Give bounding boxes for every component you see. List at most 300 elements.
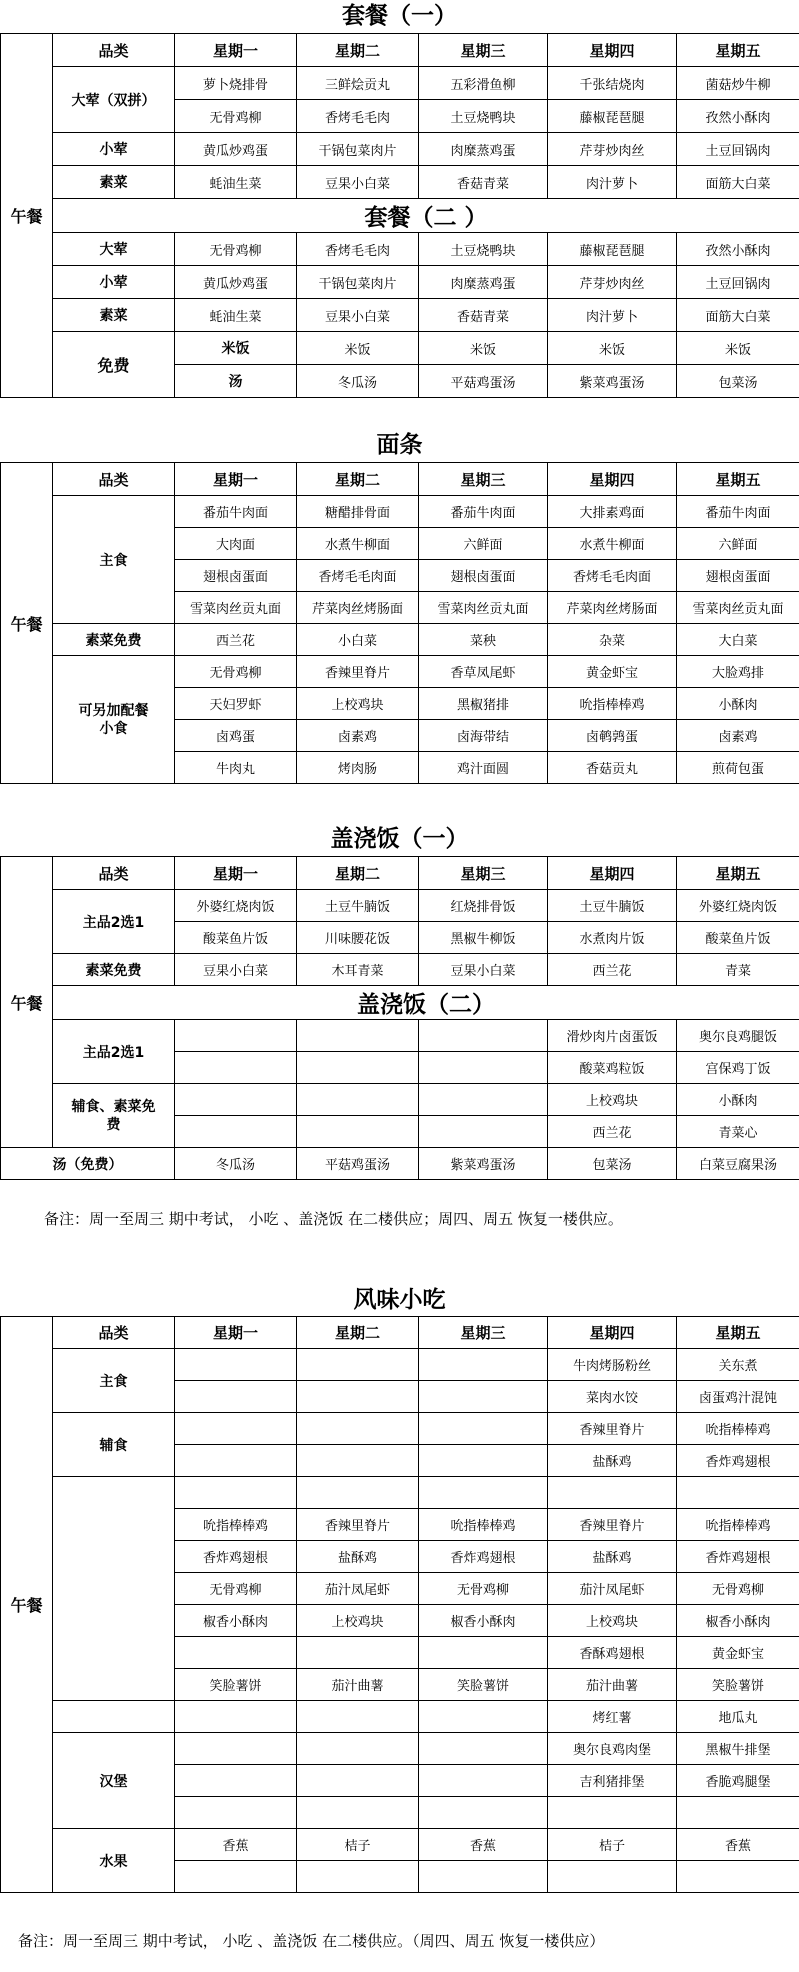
day-header: 星期二	[297, 857, 419, 890]
menu-cell: 酸菜鱼片饭	[677, 922, 799, 954]
day-header: 星期三	[419, 857, 548, 890]
menu-cell: 香辣里脊片	[548, 1509, 677, 1541]
day-header: 星期二	[297, 1317, 419, 1349]
menu-cell: 吮指棒棒鸡	[677, 1413, 799, 1445]
menu-cell: 干锅包菜肉片	[297, 133, 419, 166]
menu-cell: 香菇青菜	[419, 299, 548, 332]
category-label: 米饭	[175, 332, 297, 365]
table-row	[1, 1733, 799, 1765]
menu-cell: 香脆鸡腿堡	[677, 1765, 799, 1797]
menu-cell: 小酥肉	[677, 1084, 799, 1116]
menu-cell: 肉糜蒸鸡蛋	[419, 266, 548, 299]
menu-cell: 糖醋排骨面	[297, 496, 419, 528]
menu-cell	[297, 1116, 419, 1148]
table-row	[1, 1701, 799, 1733]
day-header: 星期四	[548, 34, 677, 67]
menu-cell: 蚝油生菜	[175, 166, 297, 199]
menu-cell: 奥尔良鸡腿饭	[677, 1020, 799, 1052]
category-label: 主品2选1	[53, 1020, 175, 1084]
snack-note: 备注：周一至周三 期中考试， 小吃 、盖浇饭 在二楼供应。（周四、周五 恢复一楼供应）	[18, 1932, 605, 1950]
table-row	[1, 1148, 799, 1180]
menu-cell: 米饭	[677, 332, 799, 365]
day-header: 星期五	[677, 34, 799, 67]
day-header: 星期四	[548, 463, 677, 496]
menu-cell: 六鲜面	[677, 528, 799, 560]
menu-cell	[677, 1477, 799, 1509]
menu-cell: 天妇罗虾	[175, 688, 297, 720]
menu-cell: 盐酥鸡	[297, 1541, 419, 1573]
menu-cell	[175, 1381, 297, 1413]
section-title-row	[1, 986, 799, 1020]
menu-cell: 紫菜鸡蛋汤	[419, 1148, 548, 1180]
menu-cell: 土豆回锅肉	[677, 133, 799, 166]
menu-cell: 番茄牛肉面	[677, 496, 799, 528]
menu-cell	[297, 1020, 419, 1052]
menu-cell	[297, 1765, 419, 1797]
menu-cell: 香菇贡丸	[548, 752, 677, 784]
menu-cell: 菌菇炒牛柳	[677, 67, 799, 100]
menu-cell: 翅根卤蛋面	[677, 560, 799, 592]
menu-cell: 芹芽炒肉丝	[548, 133, 677, 166]
menu-cell: 卤鸡蛋	[175, 720, 297, 752]
day-header: 星期三	[419, 34, 548, 67]
menu-cell: 煎荷包蛋	[677, 752, 799, 784]
menu-cell: 孜然小酥肉	[677, 100, 799, 133]
menu-cell: 奥尔良鸡肉堡	[548, 1733, 677, 1765]
menu-cell	[297, 1797, 419, 1829]
table-row	[1, 1413, 799, 1445]
menu-cell: 无骨鸡柳	[677, 1573, 799, 1605]
menu-cell: 土豆牛腩饭	[548, 890, 677, 922]
menu-cell: 盐酥鸡	[548, 1445, 677, 1477]
rice-bowl-2-title: 盖浇饭（二）	[53, 986, 799, 1020]
rice-bowl-1-title: 盖浇饭（一）	[330, 826, 469, 852]
menu-cell: 豆果小白菜	[297, 299, 419, 332]
day-header: 星期五	[677, 857, 799, 890]
menu-cell	[175, 1020, 297, 1052]
menu-cell	[419, 1861, 548, 1893]
noodle-table	[0, 462, 799, 784]
rice-bowl-note: 备注：周一至周三 期中考试， 小吃 、盖浇饭 在二楼供应；周四、周五 恢复一楼供应。	[44, 1210, 623, 1228]
menu-cell: 吮指棒棒鸡	[175, 1509, 297, 1541]
menu-cell: 黄瓜炒鸡蛋	[175, 133, 297, 166]
menu-cell: 木耳青菜	[297, 954, 419, 986]
menu-cell	[175, 1797, 297, 1829]
menu-cell: 紫菜鸡蛋汤	[548, 365, 677, 398]
menu-cell: 雪菜肉丝贡丸面	[677, 592, 799, 624]
menu-cell: 菜肉水饺	[548, 1381, 677, 1413]
category-label: 辅食、素菜免费	[53, 1084, 175, 1148]
day-header: 星期一	[175, 857, 297, 890]
meal-label: 午餐	[1, 463, 53, 784]
menu-cell	[297, 1637, 419, 1669]
day-header: 星期二	[297, 463, 419, 496]
menu-cell	[297, 1701, 419, 1733]
menu-cell: 香烤毛毛肉	[297, 233, 419, 266]
menu-cell: 香炸鸡翅根	[677, 1445, 799, 1477]
menu-cell: 椒香小酥肉	[419, 1605, 548, 1637]
noodle-title: 面条	[376, 432, 423, 458]
menu-cell	[548, 1861, 677, 1893]
menu-cell	[175, 1052, 297, 1084]
category-label: 小荤	[53, 266, 175, 299]
menu-cell: 牛肉丸	[175, 752, 297, 784]
menu-cell: 茄汁曲薯	[548, 1669, 677, 1701]
table-row	[1, 1084, 799, 1116]
menu-cell: 红烧排骨饭	[419, 890, 548, 922]
day-header: 星期一	[175, 1317, 297, 1349]
menu-cell	[419, 1477, 548, 1509]
table-row	[1, 266, 799, 299]
menu-cell	[175, 1084, 297, 1116]
table-row	[1, 133, 799, 166]
menu-cell	[297, 1445, 419, 1477]
menu-cell: 平菇鸡蛋汤	[419, 365, 548, 398]
day-header: 星期四	[548, 857, 677, 890]
menu-cell: 番茄牛肉面	[175, 496, 297, 528]
menu-cell: 肉汁萝卜	[548, 299, 677, 332]
menu-cell: 肉汁萝卜	[548, 166, 677, 199]
menu-cell	[175, 1637, 297, 1669]
menu-cell: 番茄牛肉面	[419, 496, 548, 528]
menu-cell: 孜然小酥肉	[677, 233, 799, 266]
menu-cell: 豆果小白菜	[297, 166, 419, 199]
menu-cell	[548, 1797, 677, 1829]
menu-cell	[419, 1349, 548, 1381]
menu-cell: 西兰花	[175, 624, 297, 656]
menu-cell: 川味腰花饭	[297, 922, 419, 954]
menu-cell: 香炸鸡翅根	[677, 1541, 799, 1573]
menu-cell	[677, 1861, 799, 1893]
menu-cell: 冬瓜汤	[297, 365, 419, 398]
menu-cell: 藤椒琵琶腿	[548, 233, 677, 266]
category-label: 素菜	[53, 166, 175, 199]
menu-cell	[297, 1084, 419, 1116]
menu-cell: 蚝油生菜	[175, 299, 297, 332]
menu-cell	[419, 1381, 548, 1413]
category-label: 可另加配餐小食	[53, 656, 175, 784]
menu-cell: 黑椒猪排	[419, 688, 548, 720]
category-label: 主品2选1	[53, 890, 175, 954]
menu-cell: 香烤毛毛肉面	[297, 560, 419, 592]
menu-cell: 平菇鸡蛋汤	[297, 1148, 419, 1180]
table-row	[1, 1829, 799, 1861]
menu-cell: 鸡汁面圆	[419, 752, 548, 784]
menu-cell: 米饭	[297, 332, 419, 365]
table-row	[1, 1020, 799, 1052]
menu-cell: 大排素鸡面	[548, 496, 677, 528]
menu-cell: 小白菜	[297, 624, 419, 656]
day-header: 星期三	[419, 1317, 548, 1349]
table-row	[1, 656, 799, 688]
menu-cell: 香酥鸡翅根	[548, 1637, 677, 1669]
menu-cell: 青菜心	[677, 1116, 799, 1148]
menu-cell: 土豆回锅肉	[677, 266, 799, 299]
menu-cell	[419, 1701, 548, 1733]
menu-cell: 香烤毛毛肉面	[548, 560, 677, 592]
menu-cell	[297, 1733, 419, 1765]
menu-cell: 面筋大白菜	[677, 299, 799, 332]
category-label	[53, 1477, 175, 1701]
table-row	[1, 1477, 799, 1509]
menu-cell: 豆果小白菜	[419, 954, 548, 986]
meal-label: 午餐	[1, 34, 53, 398]
menu-cell: 笑脸薯饼	[419, 1669, 548, 1701]
category-label: 素菜免费	[53, 624, 175, 656]
menu-cell: 烤肉肠	[297, 752, 419, 784]
menu-cell: 大脸鸡排	[677, 656, 799, 688]
menu-cell: 地瓜丸	[677, 1701, 799, 1733]
menu-cell: 香辣里脊片	[297, 1509, 419, 1541]
category-label: 主食	[53, 496, 175, 624]
menu-cell: 黄瓜炒鸡蛋	[175, 266, 297, 299]
menu-cell: 卤素鸡	[677, 720, 799, 752]
menu-cell: 翅根卤蛋面	[175, 560, 297, 592]
menu-cell: 无骨鸡柳	[419, 1573, 548, 1605]
menu-cell: 水煮肉片饭	[548, 922, 677, 954]
header-row	[1, 857, 799, 890]
table-row	[1, 496, 799, 528]
menu-cell: 上校鸡块	[548, 1605, 677, 1637]
table-row	[1, 954, 799, 986]
menu-cell: 香烤毛毛肉	[297, 100, 419, 133]
menu-cell: 香草凤尾虾	[419, 656, 548, 688]
menu-cell: 包菜汤	[677, 365, 799, 398]
menu-cell: 黑椒牛排堡	[677, 1733, 799, 1765]
set-meal-table	[0, 33, 799, 398]
menu-cell: 关东煮	[677, 1349, 799, 1381]
menu-cell	[297, 1477, 419, 1509]
menu-cell: 椒香小酥肉	[677, 1605, 799, 1637]
menu-cell: 大肉面	[175, 528, 297, 560]
menu-cell	[297, 1349, 419, 1381]
menu-cell: 无骨鸡柳	[175, 100, 297, 133]
menu-cell: 宫保鸡丁饭	[677, 1052, 799, 1084]
header-row	[1, 463, 799, 496]
menu-cell: 干锅包菜肉片	[297, 266, 419, 299]
menu-cell: 豆果小白菜	[175, 954, 297, 986]
menu-cell: 雪菜肉丝贡丸面	[419, 592, 548, 624]
category-label	[53, 1701, 175, 1733]
menu-cell: 黑椒牛柳饭	[419, 922, 548, 954]
table-row	[1, 1349, 799, 1381]
menu-cell: 卤素鸡	[297, 720, 419, 752]
table-row	[1, 166, 799, 199]
category-header: 品类	[53, 857, 175, 890]
menu-cell	[175, 1765, 297, 1797]
menu-cell: 茄汁凤尾虾	[548, 1573, 677, 1605]
header-row	[1, 34, 799, 67]
menu-cell: 黄金虾宝	[677, 1637, 799, 1669]
table-row	[1, 299, 799, 332]
menu-cell: 牛肉烤肠粉丝	[548, 1349, 677, 1381]
day-header: 星期一	[175, 34, 297, 67]
menu-cell: 三鲜烩贡丸	[297, 67, 419, 100]
day-header: 星期五	[677, 463, 799, 496]
day-header: 星期三	[419, 463, 548, 496]
menu-cell: 外婆红烧肉饭	[175, 890, 297, 922]
table-row	[1, 624, 799, 656]
menu-cell: 青菜	[677, 954, 799, 986]
menu-cell: 香蕉	[419, 1829, 548, 1861]
menu-cell: 香炸鸡翅根	[175, 1541, 297, 1573]
table-row	[1, 332, 799, 365]
menu-cell	[419, 1637, 548, 1669]
menu-cell: 滑炒肉片卤蛋饭	[548, 1020, 677, 1052]
menu-cell: 冬瓜汤	[175, 1148, 297, 1180]
menu-cell	[419, 1020, 548, 1052]
menu-cell: 酸菜鱼片饭	[175, 922, 297, 954]
menu-cell: 吮指棒棒鸡	[548, 688, 677, 720]
menu-cell	[175, 1701, 297, 1733]
menu-cell: 卤海带结	[419, 720, 548, 752]
menu-cell: 上校鸡块	[297, 688, 419, 720]
menu-cell	[175, 1445, 297, 1477]
menu-cell	[419, 1084, 548, 1116]
menu-cell: 六鲜面	[419, 528, 548, 560]
menu-cell: 面筋大白菜	[677, 166, 799, 199]
menu-cell: 白菜豆腐果汤	[677, 1148, 799, 1180]
table-row	[1, 233, 799, 266]
category-label: 汤（免费）	[1, 1148, 175, 1180]
menu-cell: 香蕉	[175, 1829, 297, 1861]
menu-cell: 香蕉	[677, 1829, 799, 1861]
menu-cell	[419, 1445, 548, 1477]
category-label: 素菜免费	[53, 954, 175, 986]
menu-cell	[297, 1413, 419, 1445]
menu-cell: 香辣里脊片	[548, 1413, 677, 1445]
menu-cell: 烤红薯	[548, 1701, 677, 1733]
menu-cell: 西兰花	[548, 1116, 677, 1148]
menu-cell	[297, 1381, 419, 1413]
menu-cell: 土豆烧鸭块	[419, 233, 548, 266]
menu-cell: 米饭	[419, 332, 548, 365]
menu-cell: 香辣里脊片	[297, 656, 419, 688]
menu-cell: 外婆红烧肉饭	[677, 890, 799, 922]
menu-cell: 菜秧	[419, 624, 548, 656]
category-header: 品类	[53, 463, 175, 496]
menu-cell	[175, 1733, 297, 1765]
menu-cell	[419, 1052, 548, 1084]
category-label: 主食	[53, 1349, 175, 1413]
menu-cell: 包菜汤	[548, 1148, 677, 1180]
menu-cell: 黄金虾宝	[548, 656, 677, 688]
category-header: 品类	[53, 1317, 175, 1349]
menu-cell: 千张结烧肉	[548, 67, 677, 100]
menu-cell: 米饭	[548, 332, 677, 365]
menu-cell: 大白菜	[677, 624, 799, 656]
table-row	[1, 890, 799, 922]
menu-cell: 雪菜肉丝贡丸面	[175, 592, 297, 624]
header-row	[1, 1317, 799, 1349]
menu-cell	[419, 1413, 548, 1445]
menu-cell: 卤鹌鹑蛋	[548, 720, 677, 752]
category-label: 大荤（双拼）	[53, 67, 175, 133]
day-header: 星期五	[677, 1317, 799, 1349]
rice-bowl-table	[0, 856, 799, 1180]
category-label: 水果	[53, 1829, 175, 1893]
menu-cell: 桔子	[297, 1829, 419, 1861]
menu-cell: 笑脸薯饼	[677, 1669, 799, 1701]
menu-cell: 西兰花	[548, 954, 677, 986]
menu-cell: 藤椒琵琶腿	[548, 100, 677, 133]
category-label: 汉堡	[53, 1733, 175, 1829]
menu-cell: 无骨鸡柳	[175, 233, 297, 266]
menu-cell: 小酥肉	[677, 688, 799, 720]
menu-cell	[175, 1413, 297, 1445]
menu-cell	[419, 1116, 548, 1148]
meal-label: 午餐	[1, 1317, 53, 1893]
category-label: 汤	[175, 365, 297, 398]
snack-table	[0, 1316, 799, 1893]
section-title-row	[1, 199, 799, 233]
menu-cell: 茄汁凤尾虾	[297, 1573, 419, 1605]
category-label: 大荤	[53, 233, 175, 266]
menu-cell: 上校鸡块	[297, 1605, 419, 1637]
category-label: 小荤	[53, 133, 175, 166]
menu-cell	[419, 1797, 548, 1829]
menu-cell: 水煮牛柳面	[297, 528, 419, 560]
menu-cell: 椒香小酥肉	[175, 1605, 297, 1637]
menu-cell: 吮指棒棒鸡	[677, 1509, 799, 1541]
category-label: 素菜	[53, 299, 175, 332]
menu-cell: 翅根卤蛋面	[419, 560, 548, 592]
menu-cell	[175, 1861, 297, 1893]
menu-cell	[677, 1797, 799, 1829]
category-header: 品类	[53, 34, 175, 67]
menu-cell	[175, 1349, 297, 1381]
set-meal-2-title: 套餐（二 ）	[53, 199, 799, 233]
day-header: 星期二	[297, 34, 419, 67]
set-meal-1-title: 套餐（一）	[342, 3, 457, 29]
menu-cell: 卤蛋鸡汁混饨	[677, 1381, 799, 1413]
menu-cell: 盐酥鸡	[548, 1541, 677, 1573]
menu-cell: 茄汁曲薯	[297, 1669, 419, 1701]
menu-cell	[419, 1733, 548, 1765]
menu-cell: 芹菜肉丝烤肠面	[297, 592, 419, 624]
menu-cell: 土豆牛腩饭	[297, 890, 419, 922]
free-label: 免费	[53, 332, 175, 398]
menu-cell: 杂菜	[548, 624, 677, 656]
menu-cell: 土豆烧鸭块	[419, 100, 548, 133]
menu-cell	[297, 1052, 419, 1084]
menu-cell	[548, 1477, 677, 1509]
menu-cell: 吮指棒棒鸡	[419, 1509, 548, 1541]
menu-cell: 无骨鸡柳	[175, 656, 297, 688]
menu-cell: 香菇青菜	[419, 166, 548, 199]
table-row	[1, 67, 799, 100]
menu-cell: 无骨鸡柳	[175, 1573, 297, 1605]
menu-cell	[175, 1116, 297, 1148]
menu-cell	[419, 1765, 548, 1797]
day-header: 星期四	[548, 1317, 677, 1349]
menu-cell: 五彩滑鱼柳	[419, 67, 548, 100]
category-label: 辅食	[53, 1413, 175, 1477]
menu-cell	[175, 1477, 297, 1509]
menu-cell: 吉利猪排堡	[548, 1765, 677, 1797]
menu-cell: 笑脸薯饼	[175, 1669, 297, 1701]
menu-cell: 酸菜鸡粒饭	[548, 1052, 677, 1084]
menu-cell: 香炸鸡翅根	[419, 1541, 548, 1573]
menu-cell: 萝卜烧排骨	[175, 67, 297, 100]
menu-cell: 芹芽炒肉丝	[548, 266, 677, 299]
menu-cell: 水煮牛柳面	[548, 528, 677, 560]
meal-label: 午餐	[1, 857, 53, 1148]
day-header: 星期一	[175, 463, 297, 496]
snack-title: 风味小吃	[353, 1287, 446, 1313]
menu-cell: 上校鸡块	[548, 1084, 677, 1116]
menu-cell: 芹菜肉丝烤肠面	[548, 592, 677, 624]
